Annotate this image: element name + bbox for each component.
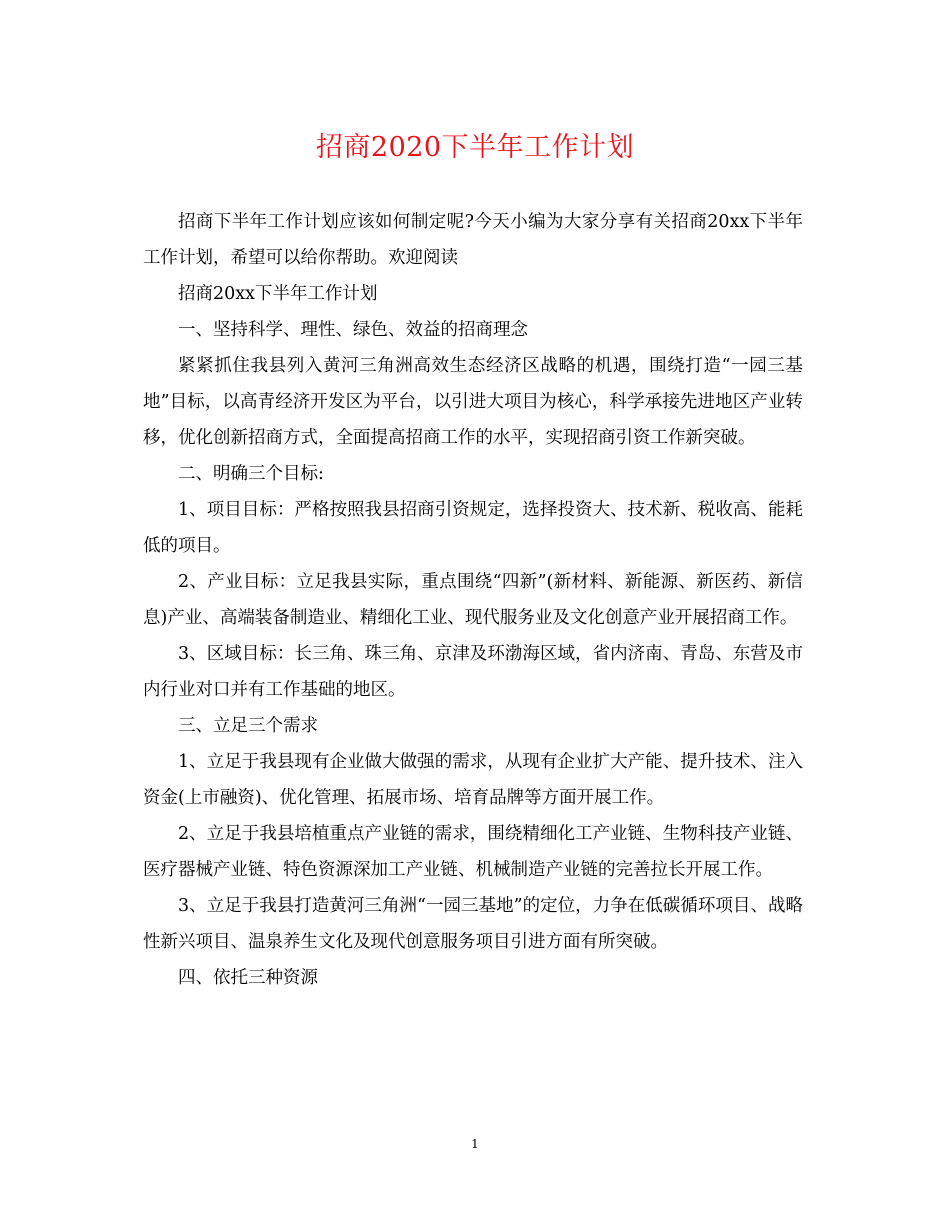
demand-item-1: 1、立足于我县现有企业做大做强的需求，从现有企业扩大产能、提升技术、注入资金(上市融资)、优化管理、拓展市场、培育品牌等方面开展工作。: [143, 752, 803, 808]
goal-item-2: 2、产业目标：立足我县实际，重点围绕“四新”(新材料、新能源、新医药、新信息)产业、高端装备制造业、精细化工业、现代服务业及文化创意产业开展招商工作。: [143, 572, 803, 628]
goal-item-3: 3、区域目标：长三角、珠三角、京津及环渤海区域，省内济南、青岛、东营及市内行业对口并有工作基础的地区。: [143, 644, 803, 700]
document-title: 招商2020下半年工作计划: [315, 132, 635, 163]
section-1-paragraph: 紧紧抓住我县列入黄河三角洲高效生态经济区战略的机遇，围绕打造“一园三基地”目标，以高青经济开发区为平台，以引进大项目为核心，科学承接先进地区产业转移，优化创新招商方式，全面提高招商工作的水平，实现招商引资工作新突破。: [143, 356, 803, 448]
demand-item-3: 3、立足于我县打造黄河三角洲“一园三基地”的定位，力争在低碳循环项目、战略性新兴项目、温泉养生文化及现代创意服务项目引进方面有所突破。: [143, 896, 803, 952]
intro-paragraph: 招商下半年工作计划应该如何制定呢?今天小编为大家分享有关招商20xx下半年工作计划，希望可以给你帮助。欢迎阅读: [143, 212, 803, 268]
page-number: 1: [471, 1137, 479, 1151]
goal-item-1: 1、项目目标：严格按照我县招商引资规定，选择投资大、技术新、税收高、能耗低的项目。: [143, 500, 803, 556]
section-heading-1: 一、坚持科学、理性、绿色、效益的招商理念: [178, 320, 528, 340]
plan-subtitle: 招商20xx下半年工作计划: [178, 284, 378, 304]
section-heading-2: 二、明确三个目标:: [178, 464, 324, 484]
document-body: [143, 204, 803, 996]
demand-item-2: 2、立足于我县培植重点产业链的需求，围绕精细化工产业链、生物科技产业链、医疗器械产业链、特色资源深加工产业链、机械制造产业链的完善拉长开展工作。: [143, 824, 803, 880]
section-heading-4: 四、依托三种资源: [178, 968, 318, 988]
section-heading-3: 三、立足三个需求: [178, 716, 318, 736]
